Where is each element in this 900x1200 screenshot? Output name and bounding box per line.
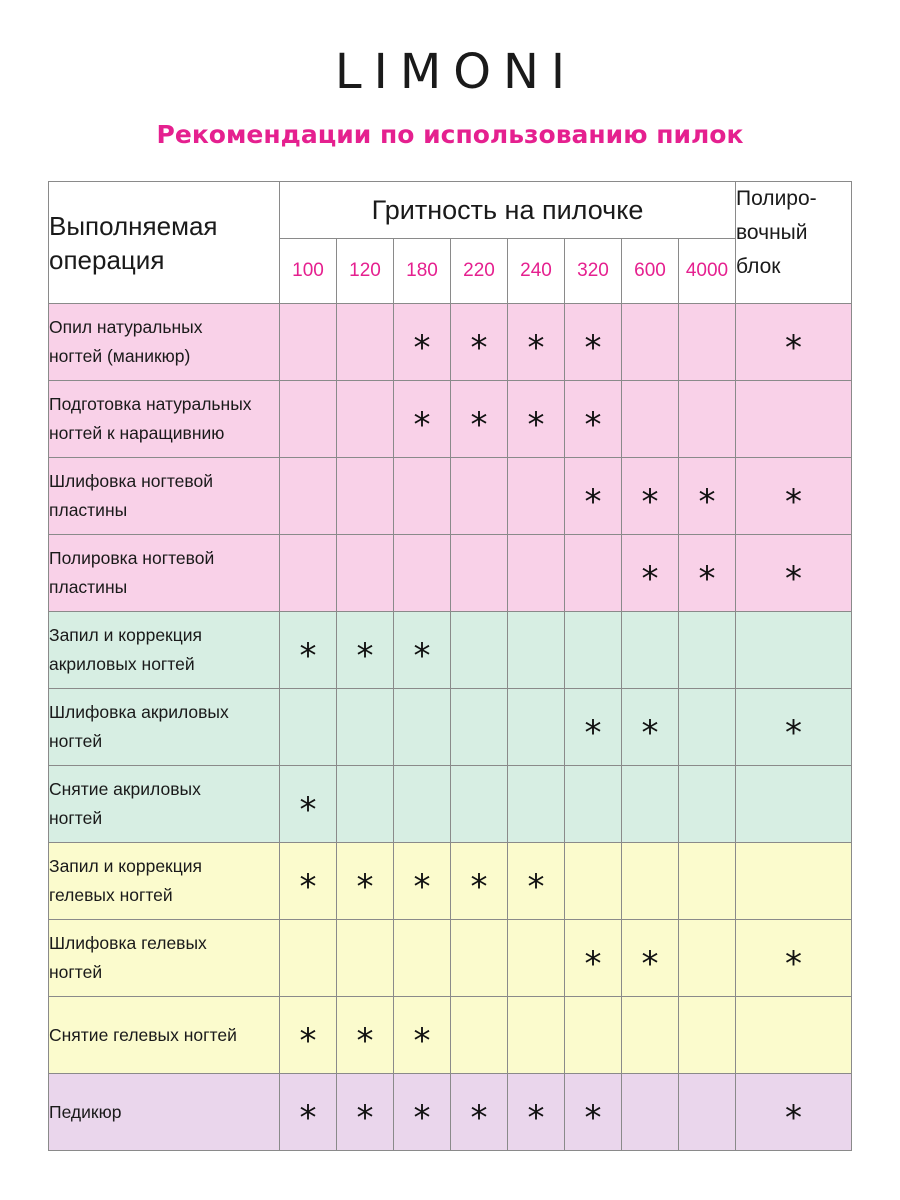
grit-cell bbox=[451, 535, 508, 612]
polish-header-line2: вочный bbox=[736, 221, 808, 244]
grit-cell bbox=[622, 689, 679, 766]
grit-cell bbox=[565, 843, 622, 920]
operation-line1: Шлифовка ногтевой bbox=[49, 471, 214, 491]
table-row bbox=[49, 766, 852, 843]
asterisk-mark: * bbox=[413, 867, 431, 907]
grit-cell bbox=[451, 843, 508, 920]
grit-cell bbox=[280, 766, 337, 843]
grit-cell bbox=[337, 535, 394, 612]
operation-cell bbox=[49, 997, 280, 1074]
grit-value: 600 bbox=[622, 239, 679, 304]
polish-header-line1: Полиро- bbox=[736, 187, 817, 210]
grit-cell bbox=[508, 535, 565, 612]
grit-cell bbox=[280, 612, 337, 689]
grit-cell bbox=[394, 997, 451, 1074]
grit-cell bbox=[622, 612, 679, 689]
grit-cell bbox=[622, 920, 679, 997]
grit-cell bbox=[565, 689, 622, 766]
asterisk-mark: * bbox=[470, 1098, 488, 1138]
grit-cell bbox=[508, 689, 565, 766]
grit-cell bbox=[679, 843, 736, 920]
grit-header: Гритность на пилочке bbox=[280, 182, 736, 239]
grit-cell bbox=[622, 535, 679, 612]
grit-cell bbox=[280, 843, 337, 920]
grit-cell bbox=[451, 458, 508, 535]
asterisk-mark: * bbox=[527, 867, 545, 907]
operation-line2: пластины bbox=[49, 500, 128, 520]
operation-cell bbox=[49, 1074, 280, 1151]
asterisk-mark: * bbox=[413, 405, 431, 445]
table-row bbox=[49, 997, 852, 1074]
grit-cell bbox=[622, 458, 679, 535]
grit-cell bbox=[451, 1074, 508, 1151]
grit-cell bbox=[565, 766, 622, 843]
grit-cell bbox=[679, 997, 736, 1074]
operation-cell bbox=[49, 689, 280, 766]
polish-cell bbox=[736, 381, 852, 458]
asterisk-mark: * bbox=[785, 482, 802, 522]
polish-cell bbox=[736, 689, 852, 766]
grit-cell bbox=[622, 843, 679, 920]
grit-cell bbox=[394, 843, 451, 920]
asterisk-mark: * bbox=[584, 405, 602, 445]
asterisk-mark: * bbox=[698, 559, 716, 599]
grit-cell bbox=[337, 304, 394, 381]
asterisk-mark: * bbox=[356, 1021, 374, 1061]
operation-line1: Запил и коррекция bbox=[49, 856, 202, 876]
asterisk-mark: * bbox=[470, 405, 488, 445]
grit-cell bbox=[508, 304, 565, 381]
grit-cell bbox=[679, 766, 736, 843]
operation-cell bbox=[49, 304, 280, 381]
operation-cell bbox=[49, 920, 280, 997]
grit-value: 240 bbox=[508, 239, 565, 304]
grit-cell bbox=[280, 458, 337, 535]
grit-cell bbox=[337, 458, 394, 535]
grit-value: 4000 bbox=[679, 239, 736, 304]
operation-line1: Снятие гелевых ногтей bbox=[49, 1024, 237, 1045]
polish-cell bbox=[736, 535, 852, 612]
grit-cell bbox=[679, 612, 736, 689]
operation-line1: Полировка ногтевой bbox=[49, 548, 215, 568]
grit-cell bbox=[565, 920, 622, 997]
grit-cell bbox=[508, 766, 565, 843]
asterisk-mark: * bbox=[356, 636, 374, 676]
grit-cell bbox=[337, 612, 394, 689]
polish-cell bbox=[736, 766, 852, 843]
asterisk-mark: * bbox=[785, 1098, 802, 1138]
grit-value: 100 bbox=[280, 239, 337, 304]
grit-cell bbox=[337, 920, 394, 997]
grit-cell bbox=[451, 612, 508, 689]
polish-cell bbox=[736, 1074, 852, 1151]
grit-cell bbox=[280, 535, 337, 612]
grit-cell bbox=[565, 1074, 622, 1151]
table-row bbox=[49, 458, 852, 535]
polish-header-line3: блок bbox=[736, 255, 781, 278]
polish-block-header bbox=[736, 182, 852, 304]
grit-cell bbox=[280, 1074, 337, 1151]
grit-cell bbox=[565, 381, 622, 458]
asterisk-mark: * bbox=[641, 482, 659, 522]
table-body bbox=[49, 304, 852, 1151]
grit-cell bbox=[451, 304, 508, 381]
grit-cell bbox=[622, 766, 679, 843]
operation-line2: ногтей bbox=[49, 808, 103, 828]
grit-cell bbox=[565, 458, 622, 535]
operation-header-line1: Выполняемая bbox=[49, 210, 218, 241]
grit-cell bbox=[508, 612, 565, 689]
grit-value: 220 bbox=[451, 239, 508, 304]
grit-cell bbox=[337, 766, 394, 843]
grit-cell bbox=[679, 381, 736, 458]
grit-cell bbox=[394, 689, 451, 766]
asterisk-mark: * bbox=[698, 482, 716, 522]
table-row bbox=[49, 843, 852, 920]
operation-line2: ногтей bbox=[49, 962, 103, 982]
operation-line1: Снятие акриловых bbox=[49, 779, 201, 799]
asterisk-mark: * bbox=[785, 713, 802, 753]
file-usage-table bbox=[48, 181, 852, 1151]
asterisk-mark: * bbox=[299, 867, 317, 907]
asterisk-mark: * bbox=[641, 713, 659, 753]
operation-line1: Опил натуральных bbox=[49, 317, 203, 337]
asterisk-mark: * bbox=[527, 405, 545, 445]
grit-cell bbox=[451, 766, 508, 843]
operation-line1: Запил и коррекция bbox=[49, 625, 202, 645]
grit-cell bbox=[394, 612, 451, 689]
operation-line2: ногтей (маникюр) bbox=[49, 346, 191, 366]
operation-header bbox=[49, 182, 280, 304]
grit-cell bbox=[679, 304, 736, 381]
operation-line2: гелевых ногтей bbox=[49, 885, 173, 905]
grit-cell bbox=[508, 458, 565, 535]
grit-cell bbox=[508, 920, 565, 997]
asterisk-mark: * bbox=[641, 944, 659, 984]
grit-cell bbox=[394, 535, 451, 612]
table-row bbox=[49, 304, 852, 381]
operation-cell bbox=[49, 612, 280, 689]
grit-cell bbox=[622, 381, 679, 458]
asterisk-mark: * bbox=[356, 867, 374, 907]
operation-line1: Шлифовка гелевых bbox=[49, 933, 207, 953]
asterisk-mark: * bbox=[584, 1098, 602, 1138]
grit-cell bbox=[622, 1074, 679, 1151]
grit-cell bbox=[565, 612, 622, 689]
polish-cell bbox=[736, 843, 852, 920]
grit-cell bbox=[451, 689, 508, 766]
grit-cell bbox=[508, 843, 565, 920]
grit-cell bbox=[280, 920, 337, 997]
grit-cell bbox=[451, 920, 508, 997]
asterisk-mark: * bbox=[413, 1021, 431, 1061]
operation-cell bbox=[49, 843, 280, 920]
grit-cell bbox=[508, 1074, 565, 1151]
grit-cell bbox=[679, 689, 736, 766]
grit-cell bbox=[565, 535, 622, 612]
grit-cell bbox=[337, 1074, 394, 1151]
table-row bbox=[49, 689, 852, 766]
asterisk-mark: * bbox=[584, 482, 602, 522]
grit-cell bbox=[280, 689, 337, 766]
operation-cell bbox=[49, 381, 280, 458]
grit-cell bbox=[679, 535, 736, 612]
grit-cell bbox=[451, 381, 508, 458]
grit-value: 320 bbox=[565, 239, 622, 304]
polish-cell bbox=[736, 920, 852, 997]
page-title: Рекомендации по использованию пилок bbox=[156, 120, 744, 149]
asterisk-mark: * bbox=[470, 328, 488, 368]
operation-line1: Шлифовка акриловых bbox=[49, 702, 229, 722]
table-row bbox=[49, 1074, 852, 1151]
table-row bbox=[49, 612, 852, 689]
asterisk-mark: * bbox=[299, 1098, 317, 1138]
grit-cell bbox=[622, 304, 679, 381]
asterisk-mark: * bbox=[527, 1098, 545, 1138]
grit-cell bbox=[565, 997, 622, 1074]
asterisk-mark: * bbox=[584, 713, 602, 753]
operation-line1: Подготовка натуральных bbox=[49, 394, 252, 414]
asterisk-mark: * bbox=[413, 328, 431, 368]
grit-cell bbox=[394, 766, 451, 843]
table-row bbox=[49, 381, 852, 458]
grit-cell bbox=[337, 689, 394, 766]
operation-cell bbox=[49, 535, 280, 612]
grit-value: 120 bbox=[337, 239, 394, 304]
grit-cell bbox=[394, 304, 451, 381]
grit-cell bbox=[280, 304, 337, 381]
grit-cell bbox=[280, 997, 337, 1074]
asterisk-mark: * bbox=[356, 1098, 374, 1138]
grit-cell bbox=[337, 997, 394, 1074]
asterisk-mark: * bbox=[299, 790, 317, 830]
operation-line2: акриловых ногтей bbox=[49, 654, 195, 674]
asterisk-mark: * bbox=[785, 559, 802, 599]
grit-cell bbox=[394, 920, 451, 997]
asterisk-mark: * bbox=[413, 1098, 431, 1138]
asterisk-mark: * bbox=[470, 867, 488, 907]
asterisk-mark: * bbox=[584, 944, 602, 984]
grit-cell bbox=[679, 1074, 736, 1151]
asterisk-mark: * bbox=[785, 944, 802, 984]
grit-cell bbox=[622, 997, 679, 1074]
operation-cell bbox=[49, 766, 280, 843]
grit-cell bbox=[394, 1074, 451, 1151]
grit-cell bbox=[394, 381, 451, 458]
grit-cell bbox=[394, 458, 451, 535]
grit-cell bbox=[280, 381, 337, 458]
operation-line2: пластины bbox=[49, 577, 128, 597]
grit-cell bbox=[508, 381, 565, 458]
grit-cell bbox=[337, 381, 394, 458]
grit-cell bbox=[565, 304, 622, 381]
grit-value: 180 bbox=[394, 239, 451, 304]
grit-cell bbox=[337, 843, 394, 920]
asterisk-mark: * bbox=[299, 1021, 317, 1061]
polish-cell bbox=[736, 458, 852, 535]
table-row bbox=[49, 535, 852, 612]
polish-cell bbox=[736, 612, 852, 689]
grit-cell bbox=[679, 458, 736, 535]
operation-line1: Педикюр bbox=[49, 1101, 122, 1122]
grit-cell bbox=[508, 997, 565, 1074]
operation-cell bbox=[49, 458, 280, 535]
grit-cell bbox=[451, 997, 508, 1074]
asterisk-mark: * bbox=[641, 559, 659, 599]
operation-header-line2: операция bbox=[49, 244, 165, 275]
brand-logo: LIMONI bbox=[334, 44, 578, 100]
table-row bbox=[49, 920, 852, 997]
operation-line2: ногтей к наращивнию bbox=[49, 423, 225, 443]
operation-line2: ногтей bbox=[49, 731, 103, 751]
asterisk-mark: * bbox=[584, 328, 602, 368]
asterisk-mark: * bbox=[785, 328, 802, 368]
asterisk-mark: * bbox=[413, 636, 431, 676]
polish-cell bbox=[736, 997, 852, 1074]
asterisk-mark: * bbox=[527, 328, 545, 368]
grit-cell bbox=[679, 920, 736, 997]
polish-cell bbox=[736, 304, 852, 381]
asterisk-mark: * bbox=[299, 636, 317, 676]
